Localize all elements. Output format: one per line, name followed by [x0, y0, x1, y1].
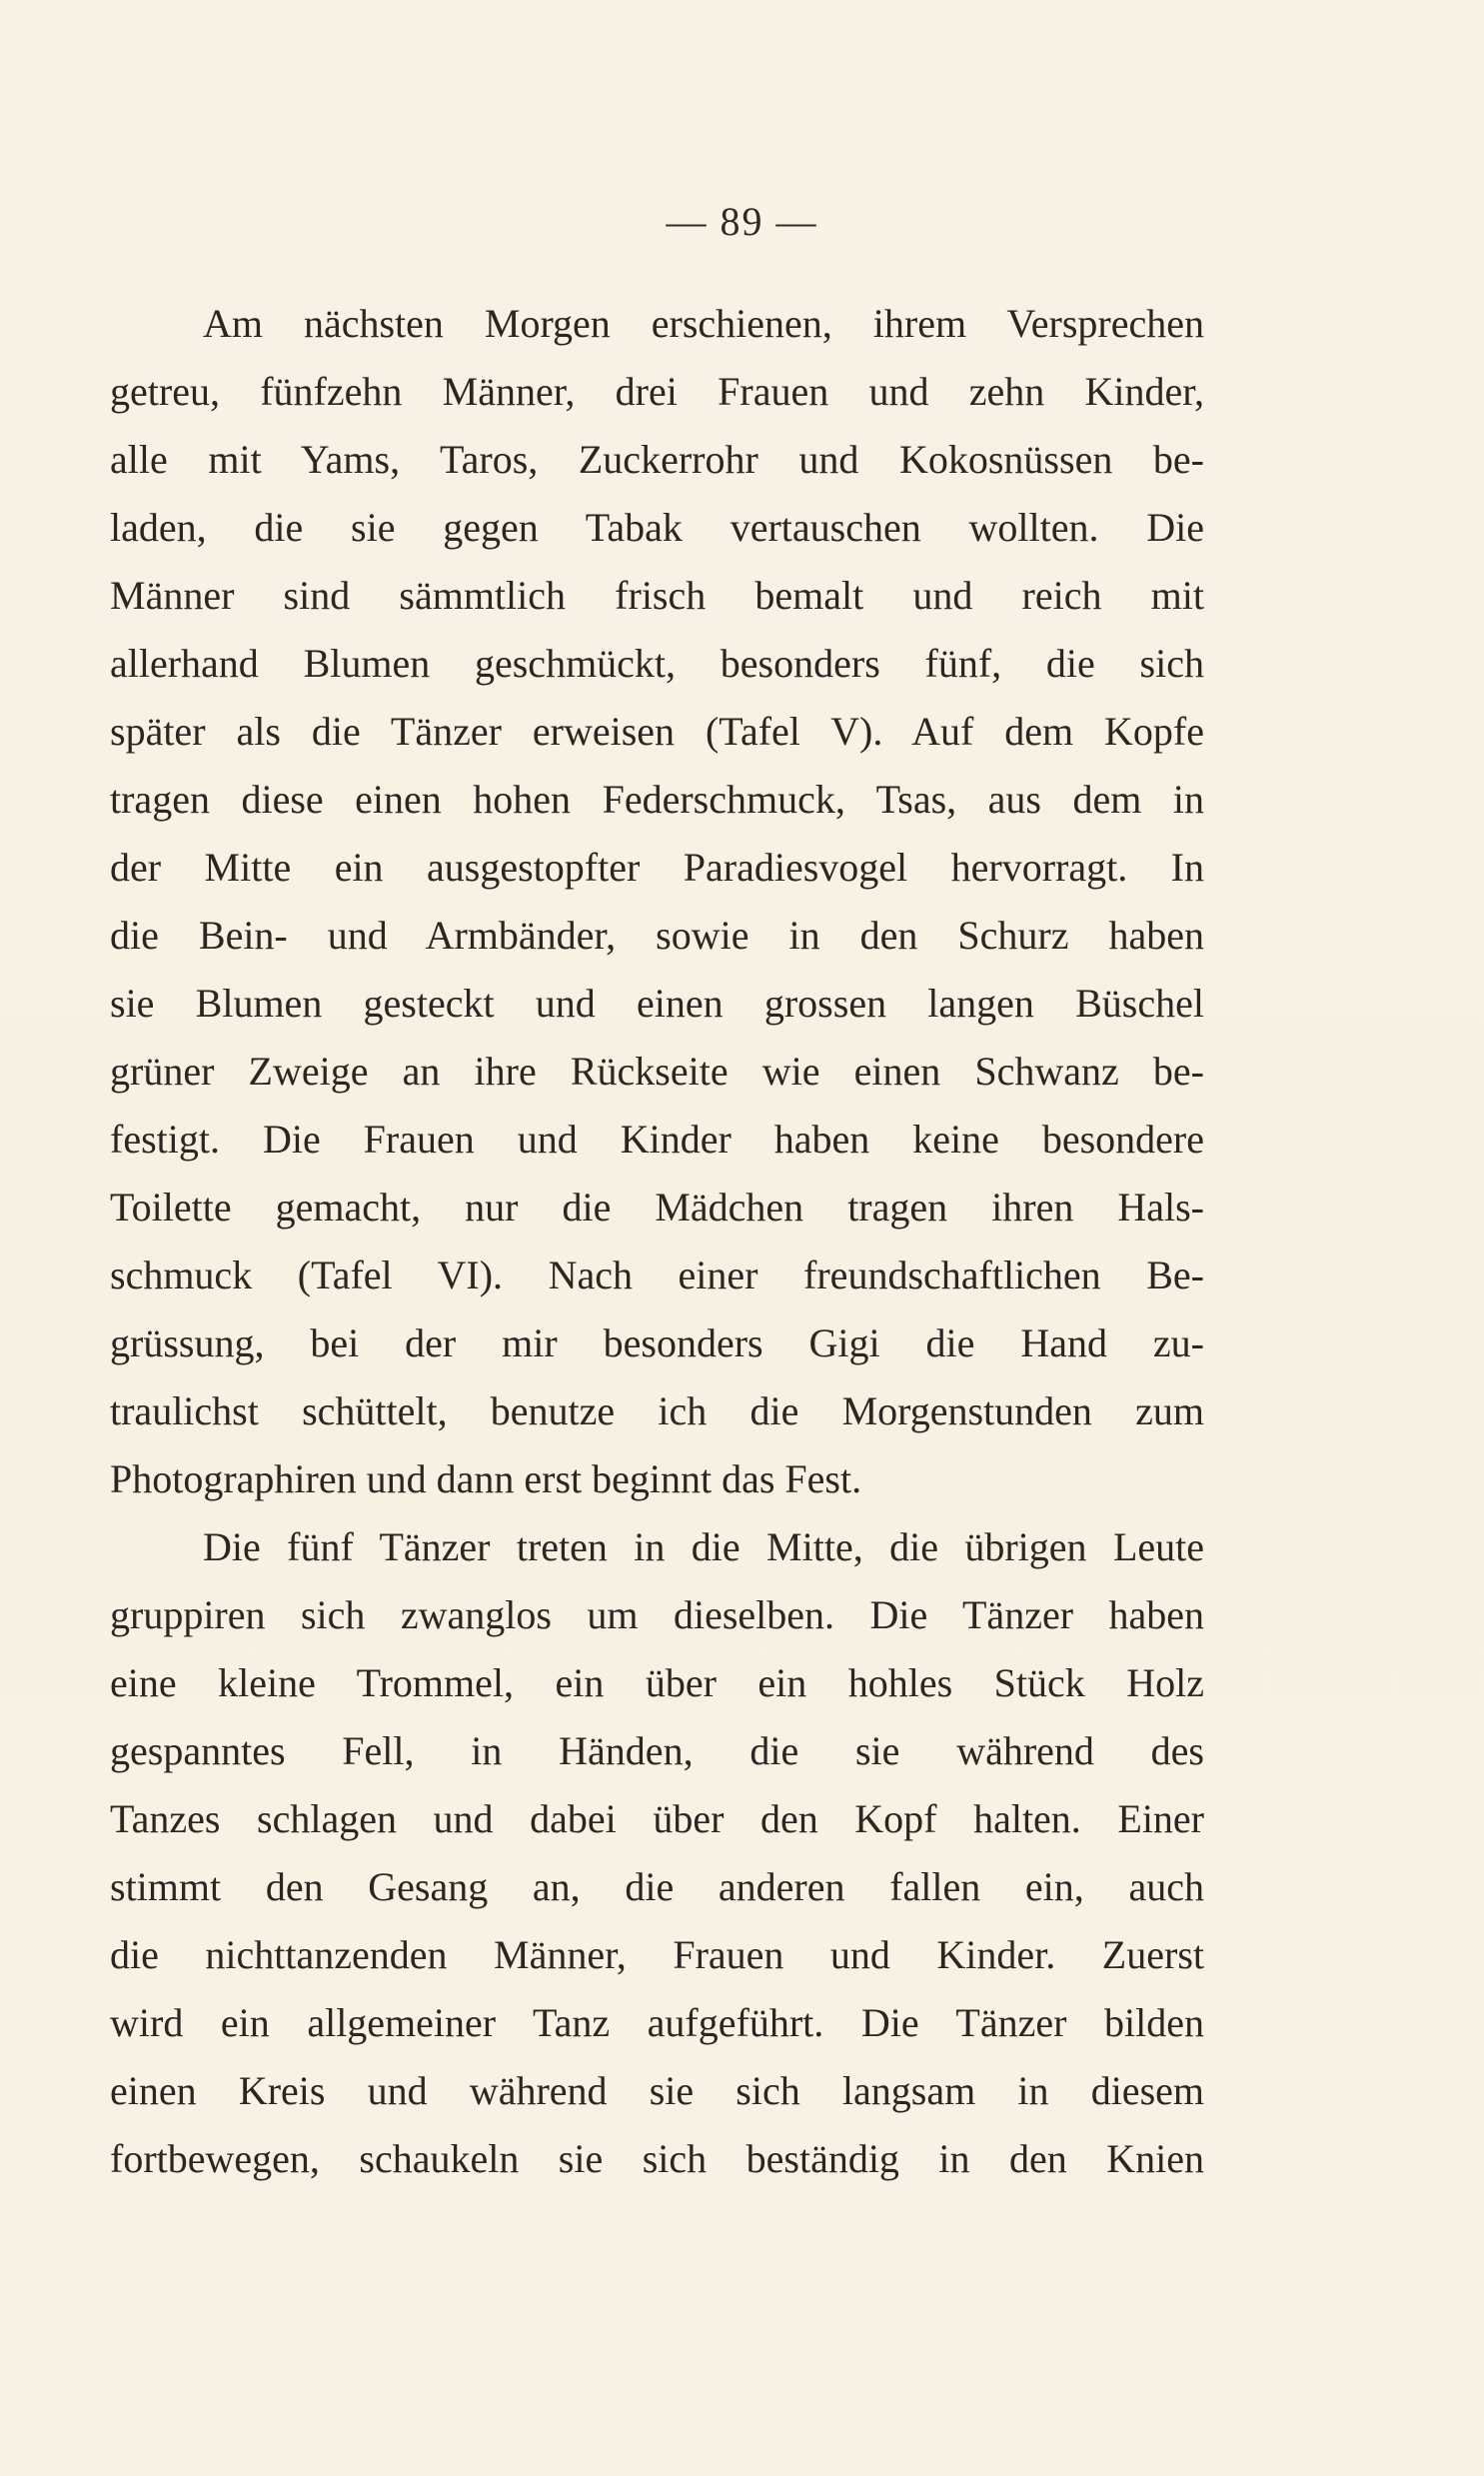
text-line: getreu, fünfzehn Männer, drei Frauen und zehn Kinder,	[110, 369, 1204, 414]
text-line: Tanzes schlagen und dabei über den Kopf halten. Einer	[110, 1796, 1204, 1841]
text-line: Am nächsten Morgen erschienen, ihrem Versprechen	[203, 301, 1204, 346]
text-line: fortbewegen, schaukeln sie sich beständig in den Knien	[110, 2136, 1204, 2181]
text-line: tragen diese einen hohen Federschmuck, Tsas, aus dem in	[110, 777, 1204, 822]
text-line: grüssung, bei der mir besonders Gigi die Hand zu-	[110, 1320, 1204, 1365]
text-line: sie Blumen gesteckt und einen grossen langen Büschel	[110, 981, 1204, 1026]
text-line: laden, die sie gegen Tabak vertauschen wollten. Die	[110, 505, 1204, 550]
text-line: die nichttanzenden Männer, Frauen und Kinder. Zuerst	[110, 1932, 1204, 1977]
text-line: Photographiren und dann erst beginnt das Fest.	[110, 1456, 862, 1501]
text-line: die Bein- und Armbänder, sowie in den Schurz haben	[110, 913, 1204, 958]
text-line: alle mit Yams, Taros, Zuckerrohr und Kokosnüssen be-	[110, 437, 1204, 482]
text-line: gruppiren sich zwanglos um dieselben. Die Tänzer haben	[110, 1592, 1204, 1637]
text-line: gespanntes Fell, in Händen, die sie während des	[110, 1728, 1204, 1773]
text-line: stimmt den Gesang an, die anderen fallen ein, auch	[110, 1864, 1204, 1909]
text-line: später als die Tänzer erweisen (Tafel V). Auf dem Kopfe	[110, 709, 1204, 754]
text-line: grüner Zweige an ihre Rückseite wie einen Schwanz be-	[110, 1049, 1204, 1094]
text-line: festigt. Die Frauen und Kinder haben keine besondere	[110, 1117, 1204, 1162]
text-line: der Mitte ein ausgestopfter Paradiesvogel hervorragt. In	[110, 845, 1204, 890]
text-line: Toilette gemacht, nur die Mädchen tragen ihren Hals-	[110, 1185, 1204, 1230]
text-line: traulichst schüttelt, benutze ich die Morgenstunden zum	[110, 1388, 1204, 1433]
text-line: schmuck (Tafel VI). Nach einer freundschaftlichen Be-	[110, 1252, 1204, 1297]
text-line: Die fünf Tänzer treten in die Mitte, die übrigen Leute	[203, 1524, 1204, 1569]
page-number: — 89 —	[666, 199, 818, 244]
text-line: eine kleine Trommel, ein über ein hohles Stück Holz	[110, 1660, 1204, 1705]
text-line: einen Kreis und während sie sich langsam in diesem	[110, 2068, 1204, 2113]
text-line: wird ein allgemeiner Tanz aufgeführt. Die Tänzer bilden	[110, 2000, 1204, 2045]
body-text	[110, 290, 1204, 2193]
text-line: allerhand Blumen geschmückt, besonders fünf, die sich	[110, 641, 1204, 686]
text-line: Männer sind sämmtlich frisch bemalt und reich mit	[110, 573, 1204, 618]
